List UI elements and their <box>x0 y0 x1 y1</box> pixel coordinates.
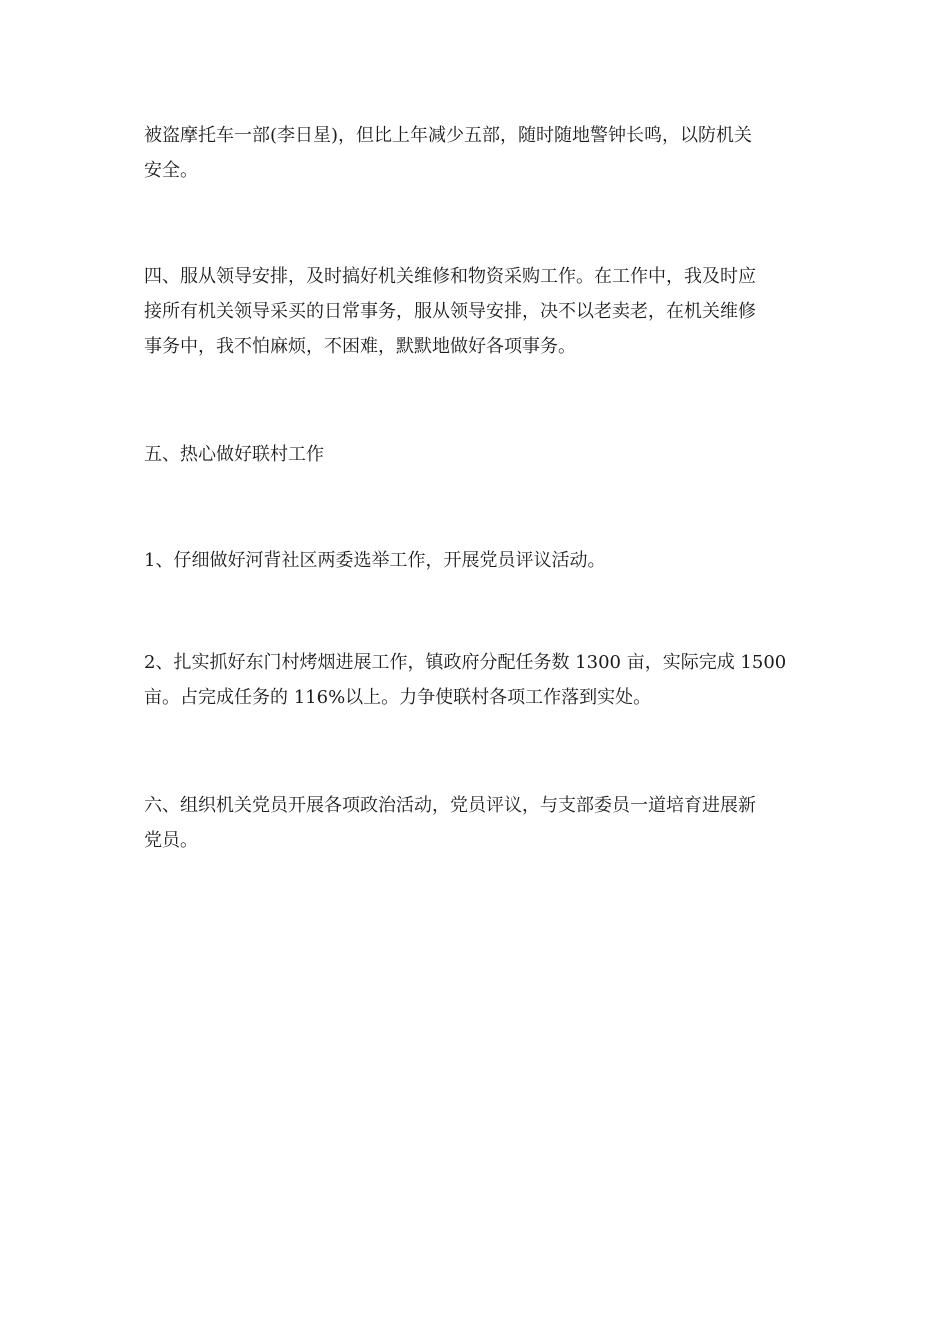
paragraph-section-six <box>144 788 809 858</box>
text-line: 接所有机关领导采买的日常事务，服从领导安排，决不以老卖老，在机关维修 <box>144 301 756 322</box>
text-line: 亩。占完成任务的 116%以上。力争使联村各项工作落到实处。 <box>144 687 652 708</box>
text-line: 事务中，我不怕麻烦，不困难，默默地做好各项事务。 <box>144 336 576 357</box>
text-line: 被盗摩托车一部(李日星)，但比上年减少五部，随时随地警钟长鸣，以防机关 <box>144 125 753 146</box>
paragraph-item-two <box>144 645 809 715</box>
paragraph-theft-record <box>144 118 809 188</box>
text-line: 党员。 <box>144 830 198 851</box>
paragraph-section-four <box>144 259 809 364</box>
paragraph-section-five-heading <box>144 437 809 472</box>
text-line: 安全。 <box>144 160 198 181</box>
text-line: 四、服从领导安排，及时搞好机关维修和物资采购工作。在工作中，我及时应 <box>144 266 756 287</box>
text-line: 2、扎实抓好东门村烤烟进展工作，镇政府分配任务数 1300 亩，实际完成 1500 <box>144 652 787 673</box>
text-line: 六、组织机关党员开展各项政治活动，党员评议，与支部委员一道培育进展新 <box>144 795 756 816</box>
text-line: 五、热心做好联村工作 <box>144 444 324 465</box>
paragraph-item-one <box>144 543 809 578</box>
text-line: 1、仔细做好河背社区两委选举工作，开展党员评议活动。 <box>144 550 606 571</box>
